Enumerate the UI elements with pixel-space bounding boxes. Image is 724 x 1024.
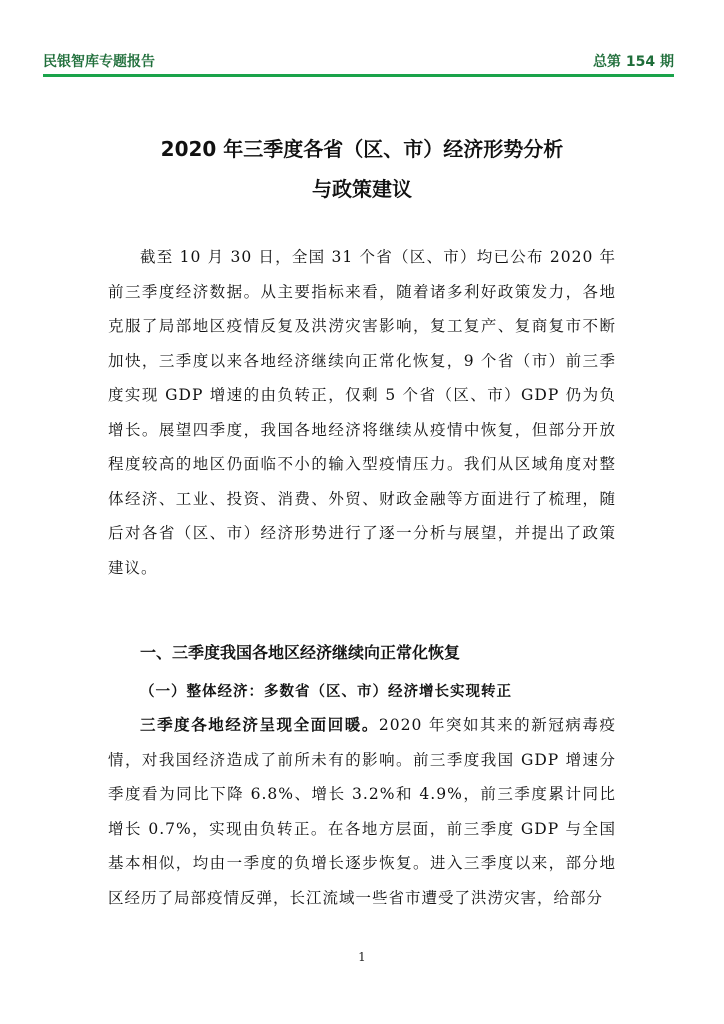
paragraph-body: 2020 年突如其来的新冠病毒疫情，对我国经济造成了前所未有的影响。前三季度我国 GDP 增速分季度看为同比下降 6.8%、增长 3.2%和 4.9%，前三季度累计同比增长 0.7%，实现由负转正。在各地方层面，前三季度 GDP 与全国基本相似，均由一季度的负增长逐步恢复。进入三季度以来，部分地区经历了局部疫情反弹，长江流域一些省市遭受了洪涝灾害，给部分 — [108, 716, 616, 907]
issue-number: 总第 154 期 — [593, 54, 674, 70]
section-paragraph — [108, 708, 616, 915]
subsection-heading: （一）整体经济：多数省（区、市）经济增长实现转正 — [140, 684, 512, 700]
report-series-name: 民银智库专题报告 — [43, 54, 155, 70]
section-heading: 一、三季度我国各地区经济继续向正常化恢复 — [140, 643, 461, 662]
paragraph-lead: 三季度各地经济呈现全面回暖。 — [140, 716, 379, 734]
page-header — [43, 52, 674, 72]
intro-paragraph: 截至 10 月 30 日，全国 31 个省（区、市）均已公布 2020 年前三季度经济数据。从主要指标来看，随着诸多利好政策发力，各地克服了局部地区疫情反复及洪涝灾害影响，复工复产、复商复市不断加快，三季度以来各地经济继续向正常化恢复，9 个省（市）前三季度实现 GDP 增速的由负转正，仅剩 5 个省（区、市）GDP 仍为负增长。展望四季度，我国各地经济将继续从疫情中恢复，但部分开放程度较高的地区仍面临不小的输入型疫情压力。我们从区域角度对整体经济、工业、投资、消费、外贸、财政金融等方面进行了梳理，随后对各省（区、市）经济形势进行了逐一分析与展望，并提出了政策建议。 — [108, 248, 616, 577]
header-divider — [43, 74, 674, 77]
document-title-line-1: 2020 年三季度各省（区、市）经济形势分析 — [160, 137, 564, 161]
page-number: 1 — [358, 950, 366, 964]
document-title-line-2: 与政策建议 — [312, 177, 412, 201]
